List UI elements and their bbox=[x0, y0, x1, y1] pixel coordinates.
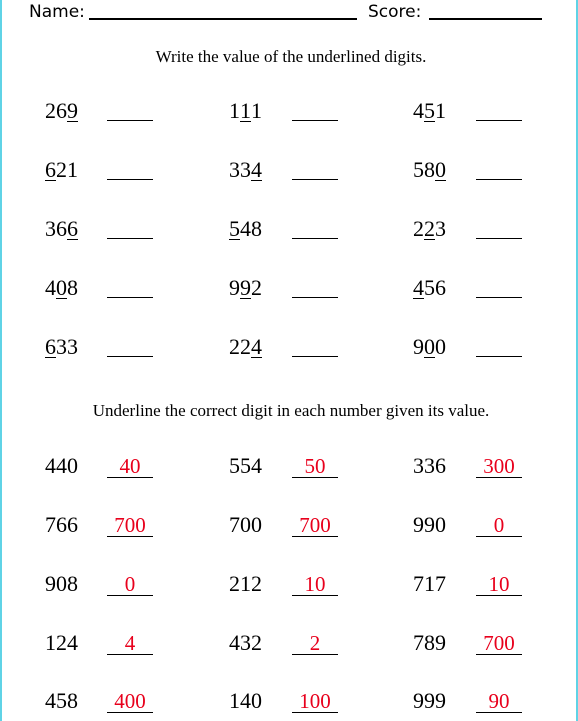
underlined-digit: 4 bbox=[251, 334, 262, 359]
underlined-digit: 2 bbox=[424, 216, 435, 241]
value-line bbox=[292, 654, 338, 655]
digit: 1 bbox=[67, 157, 78, 182]
problem-number: 908 bbox=[45, 571, 78, 596]
answer-blank[interactable] bbox=[292, 297, 338, 298]
digit: 1 bbox=[251, 98, 262, 123]
name-line bbox=[89, 18, 357, 20]
given-value: 0 bbox=[124, 572, 136, 596]
problem-number bbox=[229, 216, 289, 242]
given-value: 400 bbox=[114, 689, 146, 713]
value-line bbox=[476, 595, 522, 596]
digit: 3 bbox=[45, 216, 56, 241]
problem-number: 789 bbox=[413, 630, 446, 655]
digit: 8 bbox=[424, 157, 435, 182]
problem-number bbox=[413, 216, 473, 242]
problem-number: 554 bbox=[229, 453, 262, 478]
problem-number bbox=[229, 334, 289, 360]
underlined-digit: 5 bbox=[424, 98, 435, 123]
problem-number: 700 bbox=[229, 512, 262, 537]
value-line bbox=[292, 595, 338, 596]
digit: 0 bbox=[435, 334, 446, 359]
answer-blank[interactable] bbox=[107, 297, 153, 298]
underlined-digit: 9 bbox=[67, 98, 78, 123]
digit: 8 bbox=[67, 275, 78, 300]
underlined-digit: 6 bbox=[45, 157, 56, 182]
problem-number: 458 bbox=[45, 688, 78, 713]
value-line bbox=[107, 477, 153, 478]
given-value: 100 bbox=[299, 689, 331, 713]
digit: 4 bbox=[413, 98, 424, 123]
problem-number: 432 bbox=[229, 630, 262, 655]
given-value: 10 bbox=[304, 572, 326, 596]
digit: 3 bbox=[67, 334, 78, 359]
value-line bbox=[476, 536, 522, 537]
underlined-digit: 1 bbox=[240, 98, 251, 123]
problem-number bbox=[45, 275, 105, 301]
given-value: 50 bbox=[304, 454, 326, 478]
digit: 9 bbox=[413, 334, 424, 359]
answer-blank[interactable] bbox=[476, 120, 522, 121]
digit: 2 bbox=[229, 334, 240, 359]
given-value: 10 bbox=[488, 572, 510, 596]
answer-blank[interactable] bbox=[107, 120, 153, 121]
value-line bbox=[476, 477, 522, 478]
underlined-digit: 4 bbox=[251, 157, 262, 182]
underlined-digit: 5 bbox=[229, 216, 240, 241]
value-line bbox=[476, 712, 522, 713]
value-line bbox=[107, 654, 153, 655]
digit: 5 bbox=[424, 275, 435, 300]
digit: 8 bbox=[251, 216, 262, 241]
answer-blank[interactable] bbox=[476, 238, 522, 239]
problem-number: 440 bbox=[45, 453, 78, 478]
value-line bbox=[107, 595, 153, 596]
problem-number bbox=[413, 334, 473, 360]
digit: 3 bbox=[435, 216, 446, 241]
value-line bbox=[476, 654, 522, 655]
problem-number: 766 bbox=[45, 512, 78, 537]
given-value: 700 bbox=[483, 631, 515, 655]
score-label: Score: bbox=[368, 2, 422, 22]
given-value: 300 bbox=[483, 454, 515, 478]
problem-number bbox=[45, 216, 105, 242]
digit: 2 bbox=[45, 98, 56, 123]
digit: 6 bbox=[56, 98, 67, 123]
problem-number: 124 bbox=[45, 630, 78, 655]
problem-number: 999 bbox=[413, 688, 446, 713]
problem-number bbox=[229, 275, 289, 301]
value-line bbox=[292, 477, 338, 478]
underlined-digit: 6 bbox=[45, 334, 56, 359]
underlined-digit: 9 bbox=[240, 275, 251, 300]
given-value: 700 bbox=[299, 513, 331, 537]
problem-number bbox=[45, 157, 105, 183]
score-line bbox=[429, 18, 542, 20]
value-line bbox=[292, 536, 338, 537]
digit: 6 bbox=[435, 275, 446, 300]
given-value: 4 bbox=[124, 631, 136, 655]
digit: 2 bbox=[56, 157, 67, 182]
digit: 3 bbox=[240, 157, 251, 182]
value-line bbox=[107, 712, 153, 713]
digit: 2 bbox=[251, 275, 262, 300]
problem-number bbox=[45, 334, 105, 360]
digit: 1 bbox=[229, 98, 240, 123]
digit: 6 bbox=[56, 216, 67, 241]
answer-blank[interactable] bbox=[292, 120, 338, 121]
problem-number: 336 bbox=[413, 453, 446, 478]
problem-number bbox=[413, 275, 473, 301]
underlined-digit: 0 bbox=[424, 334, 435, 359]
digit: 3 bbox=[56, 334, 67, 359]
name-label: Name: bbox=[29, 2, 85, 22]
value-line bbox=[107, 536, 153, 537]
problem-number bbox=[413, 157, 473, 183]
problem-number bbox=[413, 98, 473, 124]
answer-blank[interactable] bbox=[476, 297, 522, 298]
answer-blank[interactable] bbox=[476, 179, 522, 180]
problem-number bbox=[229, 157, 289, 183]
underlined-digit: 4 bbox=[413, 275, 424, 300]
digit: 3 bbox=[229, 157, 240, 182]
problem-number: 212 bbox=[229, 571, 262, 596]
digit: 5 bbox=[413, 157, 424, 182]
underlined-digit: 0 bbox=[56, 275, 67, 300]
underlined-digit: 6 bbox=[67, 216, 78, 241]
answer-blank[interactable] bbox=[292, 238, 338, 239]
answer-blank[interactable] bbox=[292, 179, 338, 180]
digit: 9 bbox=[229, 275, 240, 300]
digit: 1 bbox=[435, 98, 446, 123]
digit: 4 bbox=[45, 275, 56, 300]
digit: 2 bbox=[240, 334, 251, 359]
section1-instruction: Write the value of the underlined digits. bbox=[155, 47, 427, 66]
value-line bbox=[292, 712, 338, 713]
answer-blank[interactable] bbox=[107, 179, 153, 180]
answer-blank[interactable] bbox=[107, 238, 153, 239]
given-value: 90 bbox=[488, 689, 510, 713]
problem-number bbox=[229, 98, 289, 124]
problem-number: 717 bbox=[413, 571, 446, 596]
given-value: 0 bbox=[493, 513, 505, 537]
given-value: 40 bbox=[119, 454, 141, 478]
answer-blank[interactable] bbox=[292, 356, 338, 357]
digit: 2 bbox=[413, 216, 424, 241]
underlined-digit: 0 bbox=[435, 157, 446, 182]
answer-blank[interactable] bbox=[107, 356, 153, 357]
section2-instruction: Underline the correct digit in each number given its value. bbox=[92, 401, 490, 420]
problem-number: 140 bbox=[229, 688, 262, 713]
given-value: 2 bbox=[309, 631, 321, 655]
digit: 4 bbox=[240, 216, 251, 241]
answer-blank[interactable] bbox=[476, 356, 522, 357]
given-value: 700 bbox=[114, 513, 146, 537]
problem-number bbox=[45, 98, 105, 124]
problem-number: 990 bbox=[413, 512, 446, 537]
